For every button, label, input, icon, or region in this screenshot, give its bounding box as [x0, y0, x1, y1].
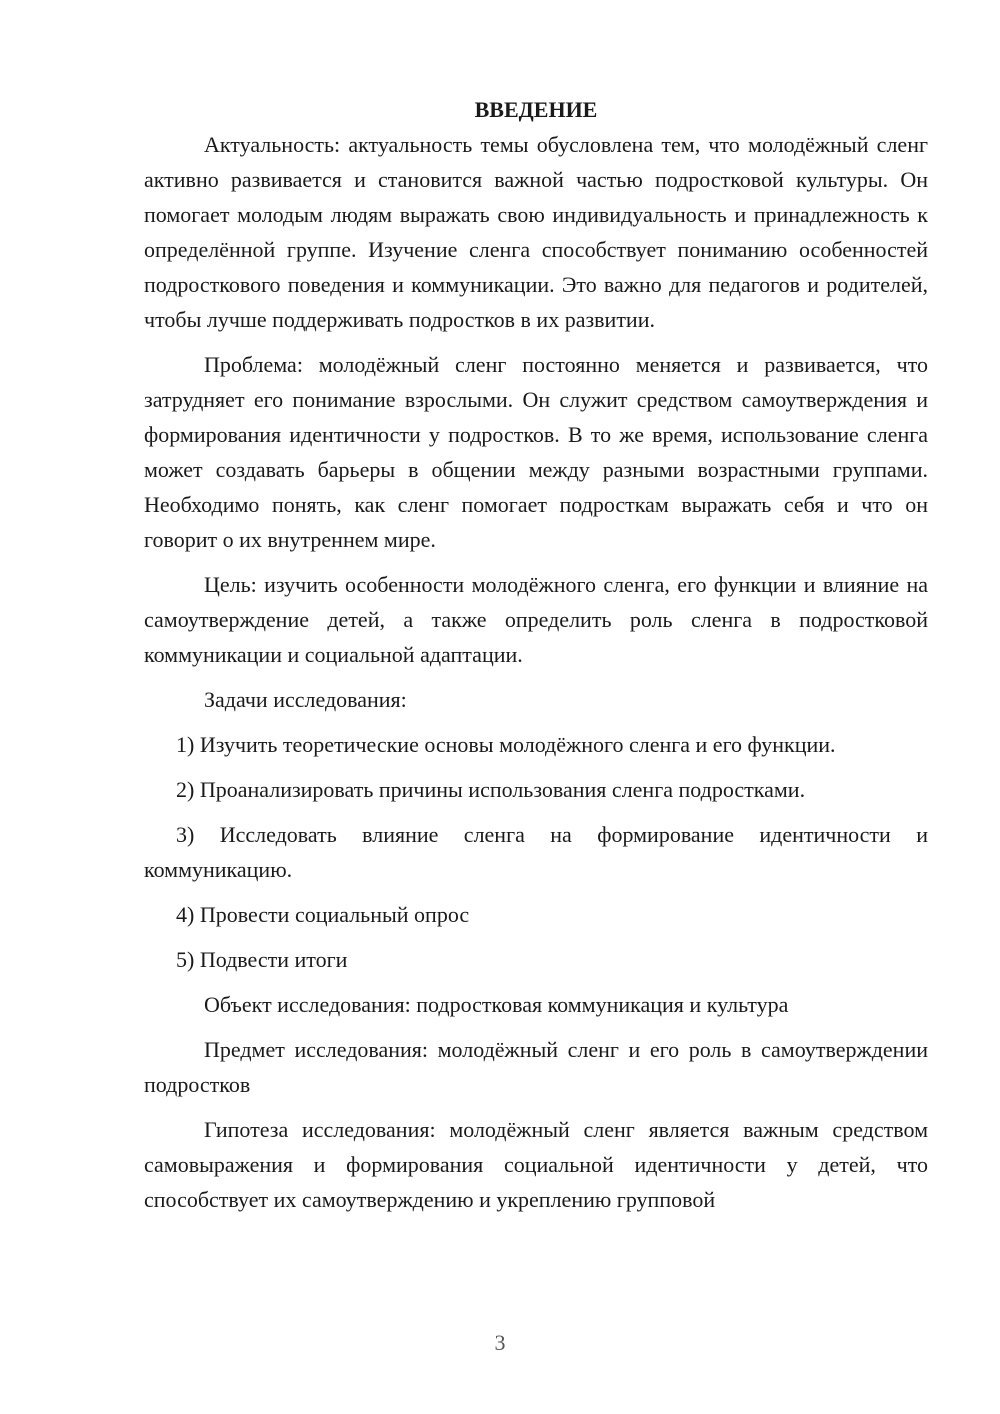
paragraph-hypothesis: Гипотеза исследования: молодёжный сленг является важным средством самовыражения и формирования социальной идентичности у детей, что способствует их самоутверждению и укреплению групповой	[144, 1117, 928, 1212]
page-number: 3	[494, 1330, 506, 1355]
paragraph-relevance: Актуальность: актуальность темы обусловлена тем, что молодёжный сленг активно развивается и становится важной частью подростковой культуры. Он помогает молодым людям выражать свою индивидуальность и принадлежность к определённой группе. Изучение сленга способствует пониманию особенностей подросткового поведения и коммуникации. Это важно для педагогов и родителей, чтобы лучше поддерживать подростков в их развитии.	[144, 132, 928, 332]
paragraph-tasks-heading: Задачи исследования:	[204, 687, 407, 712]
paragraph-object: Объект исследования: подростковая коммуникация и культура	[204, 992, 789, 1017]
task-item-1: 1) Изучить теоретические основы молодёжного сленга и его функции.	[176, 732, 836, 757]
task-item-4: 4) Провести социальный опрос	[176, 902, 470, 927]
task-item-5: 5) Подвести итоги	[176, 947, 348, 972]
paragraph-problem: Проблема: молодёжный сленг постоянно меняется и развивается, что затрудняет его понимание взрослыми. Он служит средством самоутверждения и формирования идентичности у подростков. В то же время, использование сленга может создавать барьеры в общении между разными возрастными группами. Необходимо понять, как сленг помогает подросткам выражать себя и что он говорит о их внутреннем мире.	[144, 352, 928, 552]
paragraph-subject: Предмет исследования: молодёжный сленг и его роль в самоутверждении подростков	[144, 1037, 928, 1097]
paragraph-goal: Цель: изучить особенности молодёжного сленга, его функции и влияние на самоутверждение детей, а также определить роль сленга в подростковой коммуникации и социальной адаптации.	[144, 572, 928, 667]
document-page	[144, 92, 928, 1227]
task-item-2: 2) Проанализировать причины использования сленга подростками.	[176, 777, 806, 802]
task-item-3: 3) Исследовать влияние сленга на формирование идентичности и коммуникацию.	[144, 822, 928, 882]
page-title: ВВЕДЕНИЕ	[474, 97, 598, 122]
